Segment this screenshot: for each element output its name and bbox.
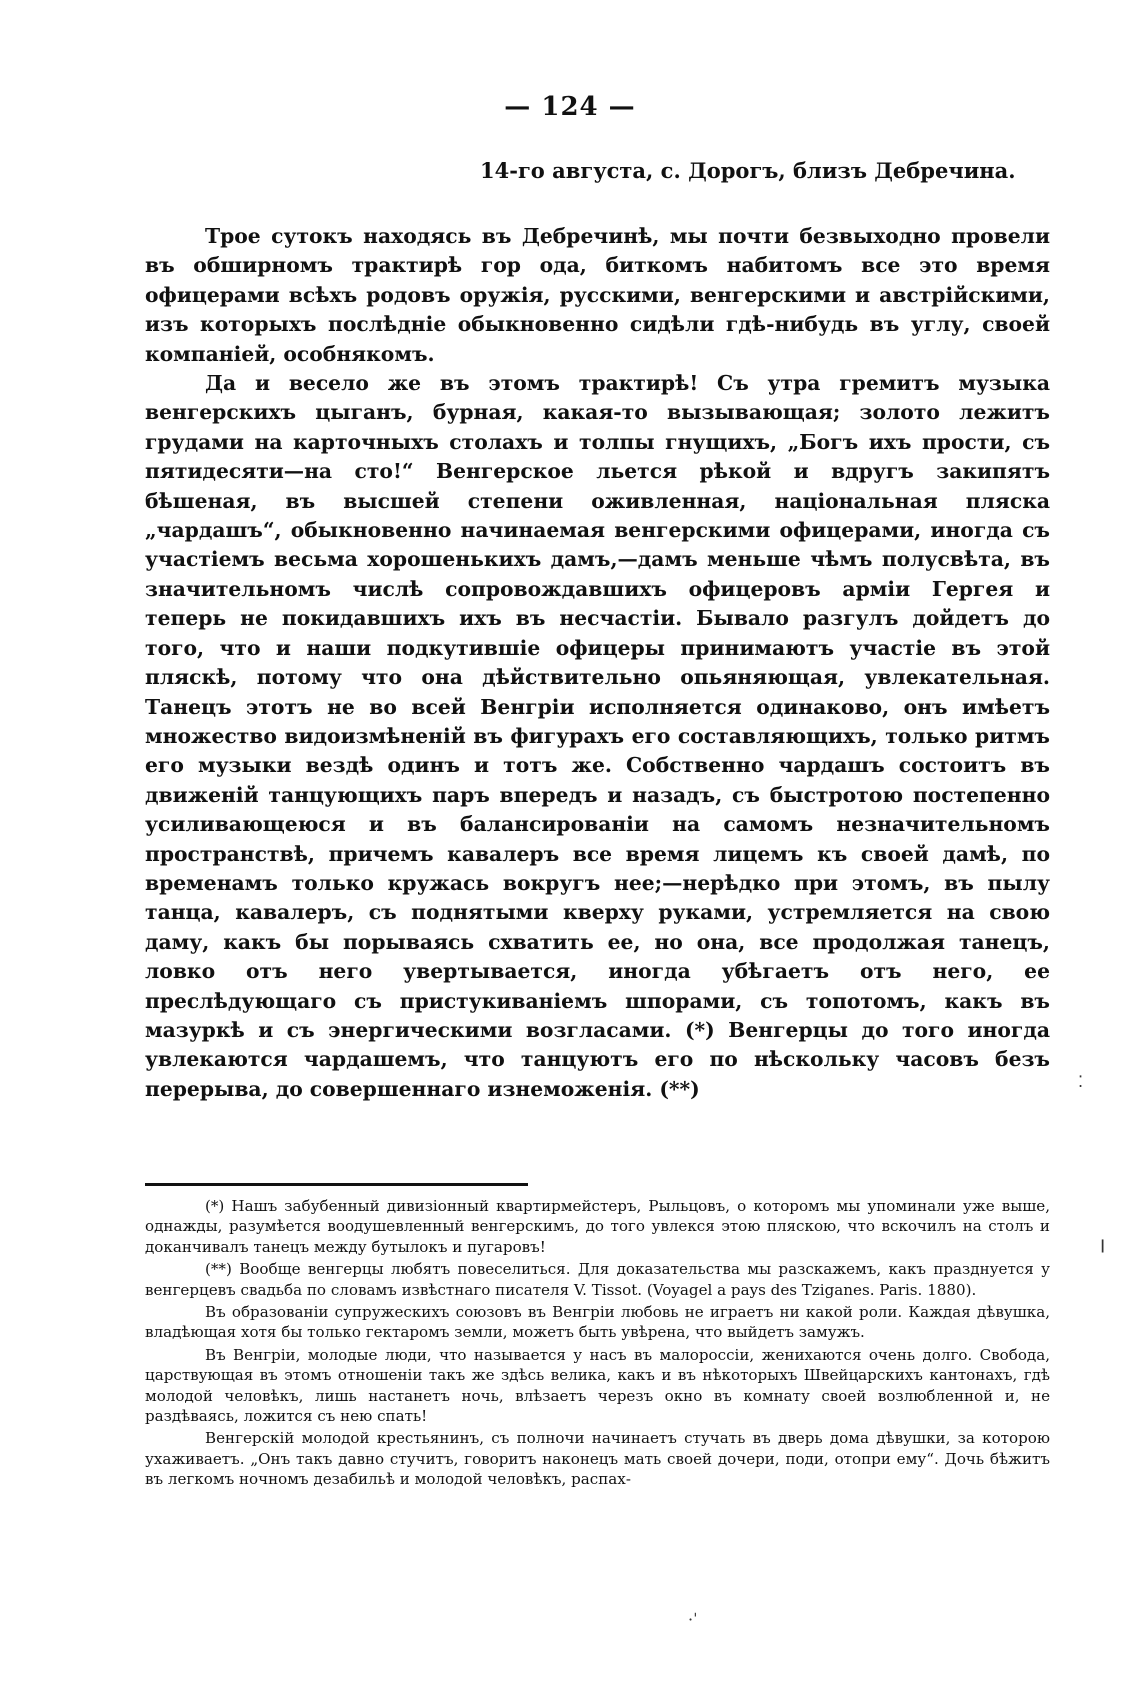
scan-speck: ╷ (1096, 1228, 1110, 1253)
footnotes (145, 1196, 1050, 1492)
scan-speck: ·ˈ (688, 1610, 698, 1629)
footnote-separator (145, 1183, 528, 1186)
paragraph: Да и весело же въ этомъ трактирѣ! Съ утра гремитъ музыка венгерскихъ цыганъ, бурная, какая-то вызывающая; золото лежитъ грудами на карточныхъ столахъ и толпы гнущихъ, „Богъ ихъ прости, съ пятидесяти—на сто!“ Венгерское льется рѣкой и вдругъ закипятъ бѣшеная, въ высшей степени оживленная, національная пляска „чардашъ“, обыкновенно начинаемая венгерскими офицерами, иногда съ участіемъ весьма хорошенькихъ дамъ,—дамъ меньше чѣмъ полусвѣта, въ значительномъ числѣ сопровождавшихъ офицеровъ арміи Гергея и теперь не покидавшихъ ихъ въ несчастіи. Бывало разгулъ дойдетъ до того, что и наши подкутившіе офицеры принимаютъ участіе въ этой пляскѣ, потому что она дѣйствительно опьяняющая, увлекательная. Танецъ этотъ не во всей Венгріи исполняется одинаково, онъ имѣетъ множество видоизмѣненій въ фигурахъ его составляющихъ, только ритмъ его музыки вездѣ одинъ и тотъ же. Собственно чардашъ состоитъ въ движеній танцующихъ паръ впередъ и назадъ, съ быстротою постепенно усиливающеюся и въ балансированіи на самомъ незначительномъ пространствѣ, причемъ кавалеръ все время лицемъ къ своей дамѣ, по временамъ только кружась вокругъ нее;—нерѣдко при этомъ, въ пылу танца, кавалеръ, съ поднятыми кверху руками, устремляется на свою даму, какъ бы порываясь схватить ее, но она, все продолжая танецъ, ловко отъ него увертывается, иногда убѣгаетъ отъ него, ее преслѣдующаго съ пристукиваніемъ шпорами, съ топотомъ, какъ въ мазуркѣ и съ энергическими возгласами. (*) Венгерцы до того иногда увлекаются чардашемъ, что танцуютъ его по нѣскольку часовъ безъ перерыва, до совершеннаго изнеможенія. (**) (145, 371, 1050, 1101)
dateline-heading: 14-го августа, с. Дорогъ, близъ Дебречина. (480, 158, 1016, 183)
footnote: (*) Нашъ забубенный дивизіонный квартирмейстеръ, Рыльцовъ, о которомъ мы упоминали уже выше, однажды, разумѣется воодушевленный венгерскимъ, до того увлекся этою пляскою, что вскочилъ на столъ и доканчивалъ танецъ между бутылокъ и пугаровъ! (145, 1197, 1050, 1256)
scan-speck: ⁚ (1078, 1072, 1084, 1091)
footnote: (**) Вообще венгерцы любятъ повеселиться. Для доказательства мы разскажемъ, какъ празднуется у венгерцевъ свадьба по словамъ извѣстнаго писателя V. Tissot. (Voyagel a pays des Tziganes. Paris. 1880). (145, 1260, 1050, 1299)
paragraph: Трое сутокъ находясь въ Дебречинѣ, мы почти безвыходно провели въ обширномъ трактирѣ гор ода, биткомъ набитомъ все это время офицерами всѣхъ родовъ оружія, русскими, венгерскими и австрійскими, изъ которыхъ послѣдніе обыкновенно сидѣли гдѣ-нибудь въ углу, своей компаніей, особнякомъ. (145, 224, 1050, 366)
footnote: Венгерскій молодой крестьянинъ, съ полночи начинаетъ стучать въ дверь дома дѣвушки, за которою ухаживаетъ. „Онъ такъ давно стучитъ, говоритъ наконецъ мать своей дочери, поди, отопри ему“. Дочь бѣжитъ въ легкомъ ночномъ дезабильѣ и молодой человѣкъ, распах- (145, 1429, 1050, 1489)
footnote: Въ образованіи супружескихъ союзовъ въ Венгріи любовь не играетъ ни какой роли. Каждая дѣвушка, владѣющая хотя бы только гектаромъ земли, можетъ быть увѣрена, что выйдетъ замужъ. (145, 1303, 1050, 1342)
footnote: Въ Венгріи, молодые люди, что называется у насъ въ малороссіи, женихаются очень долго. Свобода, царствующая въ этомъ отношеніи такъ же здѣсь велика, какъ и въ нѣкоторыхъ Швейцарскихъ кантонахъ, гдѣ молодой человѣкъ, лишь настанетъ ночь, влѣзаетъ черезъ окно въ комнату своей возлюбленной и, не раздѣваясь, ложится съ нею спать! (145, 1345, 1050, 1426)
page-number: — 124 — (504, 92, 636, 122)
main-text (145, 222, 1050, 1104)
